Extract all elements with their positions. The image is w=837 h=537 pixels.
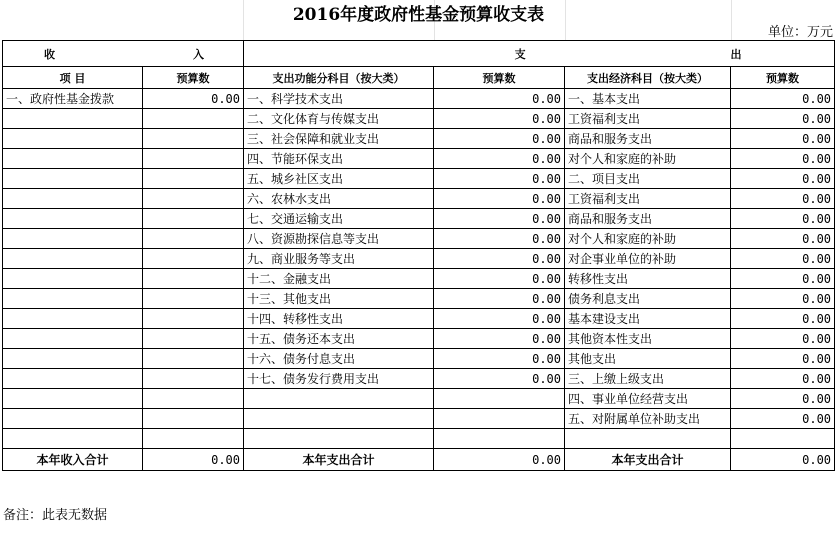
- func-item-cell: 十三、其他支出: [244, 289, 434, 309]
- econ-item-cell: 转移性支出: [565, 269, 731, 289]
- income-header: [3, 41, 244, 67]
- econ-budget-cell: 0.00: [731, 389, 835, 409]
- func-total-label: 本年支出合计: [244, 449, 434, 471]
- income-budget-cell: [143, 209, 244, 229]
- func-item-cell: 七、交通运输支出: [244, 209, 434, 229]
- func-budget-cell: 0.00: [434, 209, 565, 229]
- econ-item-cell: 对企事业单位的补助: [565, 249, 731, 269]
- col-header-item: 项 目: [3, 67, 143, 89]
- econ-item-cell: 工资福利支出: [565, 189, 731, 209]
- func-item-cell: 九、商业服务等支出: [244, 249, 434, 269]
- header-row-1: [3, 41, 835, 67]
- func-total-value: 0.00: [434, 449, 565, 471]
- page-title: 2016年度政府性基金预算收支表: [292, 5, 545, 25]
- table-row: [3, 409, 835, 429]
- func-item-cell: [244, 389, 434, 409]
- econ-budget-cell: 0.00: [731, 169, 835, 189]
- income-item-cell: [3, 209, 143, 229]
- table-row: [3, 289, 835, 309]
- econ-budget-cell: 0.00: [731, 409, 835, 429]
- totals-row: [3, 449, 835, 471]
- footnote: 备注：此表无数据: [3, 508, 108, 523]
- econ-total-label: 本年支出合计: [565, 449, 731, 471]
- econ-budget-cell: 0.00: [731, 269, 835, 289]
- income-item-cell: [3, 269, 143, 289]
- func-budget-cell: [434, 409, 565, 429]
- income-budget-cell: [143, 309, 244, 329]
- func-budget-cell: 0.00: [434, 149, 565, 169]
- income-item-cell: [3, 349, 143, 369]
- income-item-cell: [3, 229, 143, 249]
- income-item-cell: 一、政府性基金拨款: [3, 89, 143, 109]
- table-row: [3, 329, 835, 349]
- econ-item-cell: 商品和服务支出: [565, 129, 731, 149]
- econ-budget-cell: [731, 429, 835, 449]
- income-budget-cell: [143, 369, 244, 389]
- econ-item-cell: 二、项目支出: [565, 169, 731, 189]
- table-row: [3, 249, 835, 269]
- econ-budget-cell: 0.00: [731, 89, 835, 109]
- income-budget-cell: [143, 269, 244, 289]
- econ-item-cell: 债务利息支出: [565, 289, 731, 309]
- econ-total-value: 0.00: [731, 449, 835, 471]
- func-budget-cell: 0.00: [434, 229, 565, 249]
- func-item-cell: 十二、金融支出: [244, 269, 434, 289]
- income-total-value: 0.00: [143, 449, 244, 471]
- unit-label: 单位：万元: [767, 25, 833, 40]
- func-budget-cell: [434, 429, 565, 449]
- table-row: [3, 269, 835, 289]
- econ-budget-cell: 0.00: [731, 209, 835, 229]
- func-budget-cell: 0.00: [434, 329, 565, 349]
- income-budget-cell: [143, 129, 244, 149]
- econ-budget-cell: 0.00: [731, 329, 835, 349]
- func-budget-cell: 0.00: [434, 189, 565, 209]
- func-budget-cell: 0.00: [434, 249, 565, 269]
- econ-item-cell: [565, 429, 731, 449]
- income-item-cell: [3, 309, 143, 329]
- table-row: [3, 429, 835, 449]
- col-header-func-budget: 预算数: [434, 67, 565, 89]
- func-budget-cell: 0.00: [434, 109, 565, 129]
- income-item-cell: [3, 169, 143, 189]
- table-row: [3, 169, 835, 189]
- table-row: [3, 309, 835, 329]
- func-item-cell: 十四、转移性支出: [244, 309, 434, 329]
- income-header-char-1: 收: [44, 47, 55, 61]
- income-item-cell: [3, 109, 143, 129]
- income-item-cell: [3, 389, 143, 409]
- table-row: [3, 129, 835, 149]
- econ-item-cell: 对个人和家庭的补助: [565, 149, 731, 169]
- table-row: [3, 369, 835, 389]
- income-budget-cell: 0.00: [143, 89, 244, 109]
- func-budget-cell: 0.00: [434, 89, 565, 109]
- table-row: [3, 89, 835, 109]
- income-budget-cell: [143, 189, 244, 209]
- table-row: [3, 109, 835, 129]
- table-row: [3, 349, 835, 369]
- expense-header-char-1: 支: [514, 47, 526, 61]
- income-item-cell: [3, 189, 143, 209]
- econ-item-cell: 基本建设支出: [565, 309, 731, 329]
- expense-header: [244, 41, 835, 67]
- econ-budget-cell: 0.00: [731, 229, 835, 249]
- econ-budget-cell: 0.00: [731, 289, 835, 309]
- econ-item-cell: 五、对附属单位补助支出: [565, 409, 731, 429]
- income-item-cell: [3, 249, 143, 269]
- econ-budget-cell: 0.00: [731, 369, 835, 389]
- func-item-cell: 三、社会保障和就业支出: [244, 129, 434, 149]
- income-budget-cell: [143, 329, 244, 349]
- col-header-econ: 支出经济科目（按大类）: [565, 67, 731, 89]
- income-budget-cell: [143, 409, 244, 429]
- econ-item-cell: 其他支出: [565, 349, 731, 369]
- table-row: [3, 229, 835, 249]
- econ-budget-cell: 0.00: [731, 189, 835, 209]
- table-row: [3, 189, 835, 209]
- econ-budget-cell: 0.00: [731, 149, 835, 169]
- table-row: [3, 389, 835, 409]
- func-budget-cell: 0.00: [434, 369, 565, 389]
- income-item-cell: [3, 429, 143, 449]
- income-budget-cell: [143, 109, 244, 129]
- income-header-char-2: 入: [193, 47, 204, 61]
- col-header-func: 支出功能分科目（按大类）: [244, 67, 434, 89]
- income-item-cell: [3, 129, 143, 149]
- col-header-income-budget: 预算数: [143, 67, 244, 89]
- table-row: [3, 209, 835, 229]
- econ-budget-cell: 0.00: [731, 109, 835, 129]
- econ-item-cell: 对个人和家庭的补助: [565, 229, 731, 249]
- func-item-cell: 二、文化体育与传媒支出: [244, 109, 434, 129]
- econ-item-cell: 一、基本支出: [565, 89, 731, 109]
- income-budget-cell: [143, 169, 244, 189]
- func-item-cell: 四、节能环保支出: [244, 149, 434, 169]
- func-item-cell: 五、城乡社区支出: [244, 169, 434, 189]
- income-item-cell: [3, 289, 143, 309]
- func-budget-cell: 0.00: [434, 309, 565, 329]
- econ-budget-cell: 0.00: [731, 309, 835, 329]
- econ-item-cell: 三、上缴上级支出: [565, 369, 731, 389]
- econ-budget-cell: 0.00: [731, 129, 835, 149]
- func-budget-cell: 0.00: [434, 169, 565, 189]
- income-item-cell: [3, 329, 143, 349]
- econ-item-cell: 商品和服务支出: [565, 209, 731, 229]
- col-header-econ-budget: 预算数: [731, 67, 835, 89]
- expense-header-char-2: 出: [730, 47, 742, 61]
- func-budget-cell: 0.00: [434, 349, 565, 369]
- budget-table: [2, 40, 835, 471]
- income-budget-cell: [143, 229, 244, 249]
- income-budget-cell: [143, 349, 244, 369]
- func-item-cell: 一、科学技术支出: [244, 89, 434, 109]
- header-row-2: [3, 67, 835, 89]
- income-item-cell: [3, 149, 143, 169]
- func-budget-cell: 0.00: [434, 289, 565, 309]
- income-budget-cell: [143, 149, 244, 169]
- income-item-cell: [3, 409, 143, 429]
- income-budget-cell: [143, 249, 244, 269]
- func-budget-cell: 0.00: [434, 129, 565, 149]
- func-item-cell: 八、资源勘探信息等支出: [244, 229, 434, 249]
- econ-budget-cell: 0.00: [731, 249, 835, 269]
- econ-budget-cell: 0.00: [731, 349, 835, 369]
- income-budget-cell: [143, 429, 244, 449]
- func-item-cell: 十六、债务付息支出: [244, 349, 434, 369]
- econ-item-cell: 其他资本性支出: [565, 329, 731, 349]
- func-item-cell: 六、农林水支出: [244, 189, 434, 209]
- func-item-cell: [244, 409, 434, 429]
- income-item-cell: [3, 369, 143, 389]
- table-row: [3, 149, 835, 169]
- func-item-cell: 十五、债务还本支出: [244, 329, 434, 349]
- func-item-cell: [244, 429, 434, 449]
- income-budget-cell: [143, 289, 244, 309]
- econ-item-cell: 工资福利支出: [565, 109, 731, 129]
- func-budget-cell: [434, 389, 565, 409]
- econ-item-cell: 四、事业单位经营支出: [565, 389, 731, 409]
- income-total-label: 本年收入合计: [3, 449, 143, 471]
- func-budget-cell: 0.00: [434, 269, 565, 289]
- income-budget-cell: [143, 389, 244, 409]
- func-item-cell: 十七、债务发行费用支出: [244, 369, 434, 389]
